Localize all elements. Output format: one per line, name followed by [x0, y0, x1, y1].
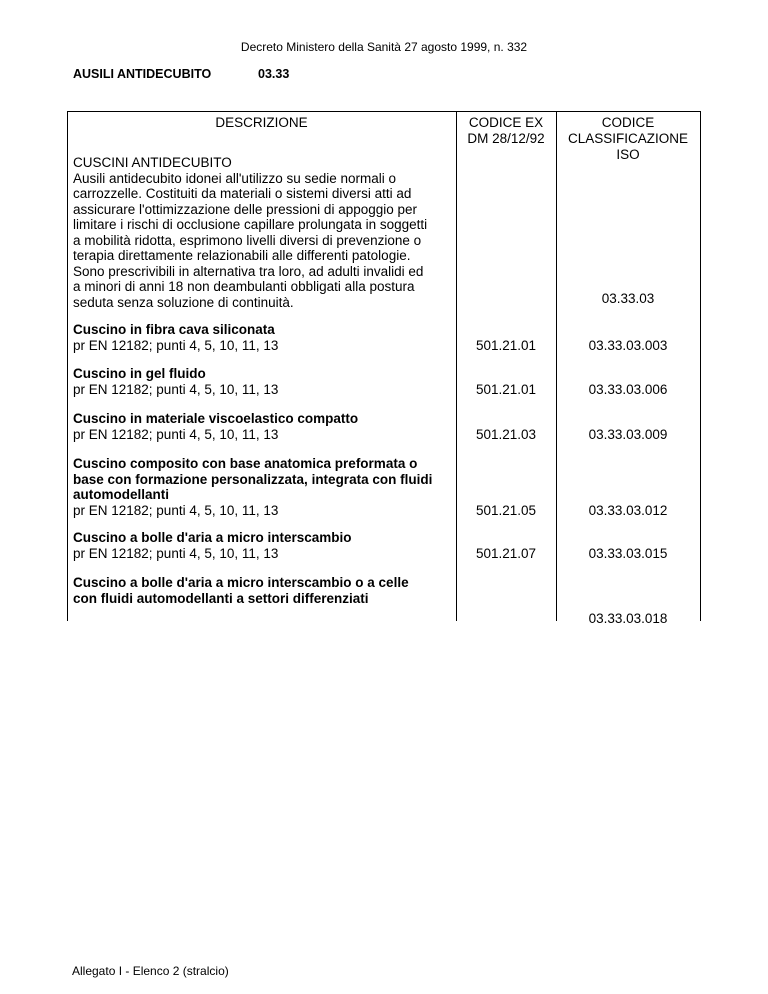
group-iso-code: 03.33.03: [601, 291, 655, 306]
group-line: Sono prescrivibili in alternativa tra loro, ad adulti invalidi ed: [73, 263, 424, 279]
item-name: Cuscino a bolle d'aria a micro interscambio: [73, 530, 352, 545]
item-name: Cuscino in fibra cava siliconata: [73, 322, 275, 337]
group-line: carrozzelle. Costituiti da materiali o sistemi diversi atti ad: [73, 186, 412, 201]
table-row: [73, 530, 458, 561]
group-line: assicurare l'ottimizzazione delle pressioni di appoggio per: [73, 201, 418, 217]
code-ex: 501.21.05: [475, 503, 537, 518]
col-header-description: DESCRIZIONE: [215, 115, 308, 130]
item-name-line: con fluidi automodellanti a settori differenziati: [73, 590, 369, 606]
col-header-code-iso-line2: CLASSIFICAZIONE: [567, 131, 689, 146]
item-name-line: automodellanti: [73, 487, 170, 502]
col-header-code-ex: [456, 115, 556, 147]
group-line: limitare i rischi di occlusione capillare prolungata in soggetti: [73, 217, 428, 232]
page-footer: Allegato I - Elenco 2 (stralcio): [72, 964, 229, 978]
item-name-line: base con formazione personalizzata, integrata con fluidi: [73, 471, 433, 487]
group-line: Ausili antidecubito idonei all'utilizzo su sedie normali o: [73, 170, 397, 186]
table-left-border: [67, 111, 68, 621]
group-line: a minori di anni 18 non deambulanti obbligati alla postura: [73, 279, 415, 294]
section-code: 03.33: [258, 67, 290, 81]
table-right-border: [700, 111, 701, 621]
table-row: [73, 411, 458, 442]
table-row: [73, 456, 458, 518]
item-spec: pr EN 12182; punti 4, 5, 10, 11, 13: [73, 381, 279, 397]
col-header-code-ex-line2: DM 28/12/92: [467, 131, 545, 146]
item-spec: pr EN 12182; punti 4, 5, 10, 11, 13: [73, 426, 279, 442]
code-iso: 03.33.03.015: [588, 546, 668, 561]
item-name-line: Cuscino composito con base anatomica preformata o: [73, 456, 418, 471]
group-line: seduta senza soluzione di continuità.: [73, 294, 294, 310]
table-row: [73, 366, 458, 397]
col-header-code-iso: [556, 115, 700, 163]
col-header-code-iso-line1: CODICE: [601, 115, 655, 130]
table-row: [73, 575, 458, 606]
section-title: AUSILI ANTIDECUBITO: [73, 67, 212, 81]
document-header: Decreto Ministero della Sanità 27 agosto 1999, n. 332: [240, 40, 528, 54]
table-row: [73, 322, 458, 353]
item-spec: pr EN 12182; punti 4, 5, 10, 11, 13: [73, 545, 279, 561]
code-iso: 03.33.03.009: [588, 427, 668, 442]
group-line: a mobilità ridotta, esprimono livelli diversi di prevenzione o: [73, 232, 422, 248]
item-name: Cuscino in gel fluido: [73, 366, 206, 381]
code-iso: 03.33.03.018: [588, 611, 668, 626]
table-divider-2: [556, 111, 557, 621]
item-spec: pr EN 12182; punti 4, 5, 10, 11, 13: [73, 337, 279, 353]
code-ex: 501.21.03: [475, 427, 537, 442]
code-iso: 03.33.03.012: [588, 503, 668, 518]
group-line: terapia direttamente relazionabili alle differenti patologie.: [73, 248, 411, 263]
item-name: Cuscino in materiale viscoelastico compatto: [73, 411, 359, 426]
item-name-line: Cuscino a bolle d'aria a micro interscambio o a celle: [73, 575, 409, 590]
code-ex: 501.21.07: [475, 546, 537, 561]
code-iso: 03.33.03.003: [588, 338, 668, 353]
col-header-code-iso-line3: ISO: [616, 147, 640, 162]
group-title: CUSCINI ANTIDECUBITO: [73, 155, 232, 170]
table-top-border: [67, 111, 701, 112]
code-ex: 501.21.01: [475, 338, 537, 353]
code-iso: 03.33.03.006: [588, 382, 668, 397]
code-ex: 501.21.01: [475, 382, 537, 397]
item-spec: pr EN 12182; punti 4, 5, 10, 11, 13: [73, 502, 279, 518]
group-description: [73, 155, 458, 310]
col-header-code-ex-line1: CODICE EX: [468, 115, 544, 130]
